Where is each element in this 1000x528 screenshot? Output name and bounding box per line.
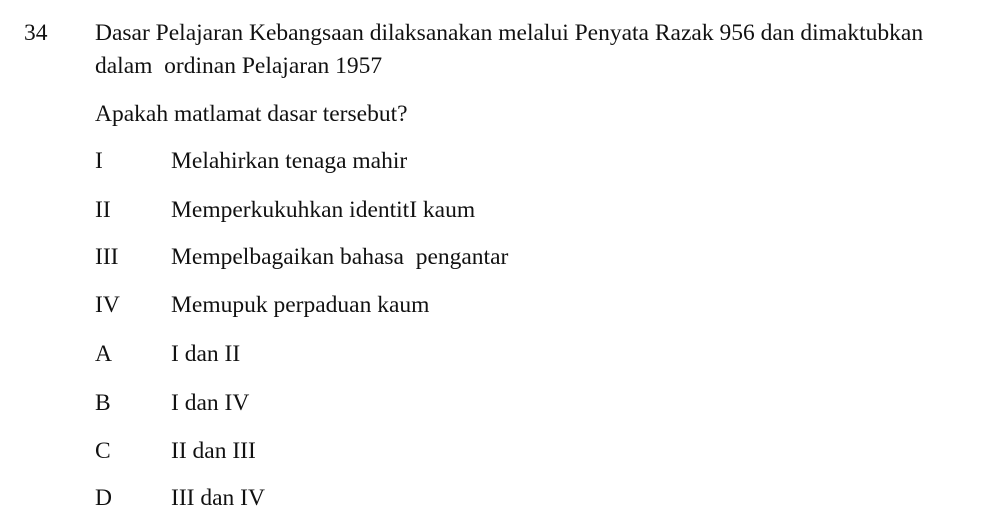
statement-numeral: IV [95, 292, 120, 318]
statement-text: Memperkukuhkan identitI kaum [171, 197, 476, 223]
option-text: I dan II [171, 341, 241, 367]
option-text: II dan III [171, 438, 256, 464]
question-text-line-2: dalam ordinan Pelajaran 1957 [95, 53, 383, 79]
question-text-line-1: Dasar Pelajaran Kebangsaan dilaksanakan melalui Penyata Razak 956 dan dimaktubkan [95, 20, 924, 46]
answer-option-a[interactable] [0, 343, 1000, 373]
option-letter: A [95, 341, 112, 367]
statement-item [0, 246, 1000, 276]
answer-option-d[interactable] [0, 487, 1000, 517]
statement-text: Memupuk perpaduan kaum [171, 292, 430, 318]
statement-text: Mempelbagaikan bahasa pengantar [171, 244, 509, 270]
statement-numeral: I [95, 148, 103, 174]
option-text: III dan IV [171, 485, 265, 511]
statement-item [0, 294, 1000, 324]
statement-item [0, 150, 1000, 180]
statement-numeral: II [95, 197, 111, 223]
answer-option-b[interactable] [0, 392, 1000, 422]
option-text: I dan IV [171, 390, 250, 416]
answer-option-c[interactable] [0, 440, 1000, 470]
question-prompt: Apakah matlamat dasar tersebut? [95, 101, 408, 127]
statement-text: Melahirkan tenaga mahir [171, 148, 408, 174]
option-letter: B [95, 390, 111, 416]
statement-numeral: III [95, 244, 119, 270]
option-letter: D [95, 485, 112, 511]
statement-item [0, 199, 1000, 229]
option-letter: C [95, 438, 111, 464]
question-number: 34 [24, 20, 48, 46]
